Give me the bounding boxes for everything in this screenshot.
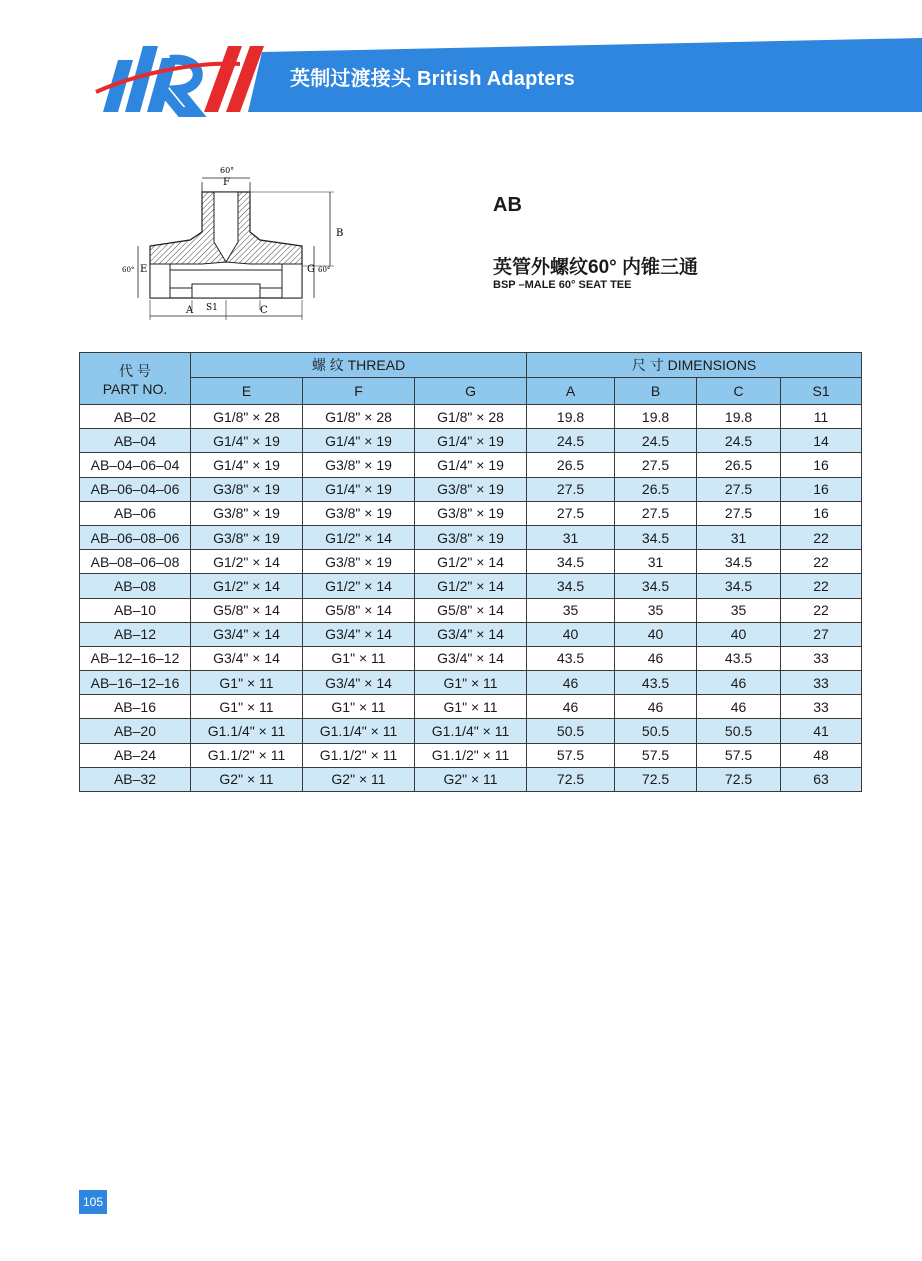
cell-thread-f: G1" × 11 (303, 695, 415, 719)
cell-thread-f: G1/2" × 14 (303, 574, 415, 598)
table-row (80, 453, 862, 477)
column-header-a: A (527, 378, 615, 405)
cell-part-no: AB–06–04–06 (80, 477, 191, 501)
cell-thread-f: G1/4" × 19 (303, 429, 415, 453)
cell-thread-e: G1/4" × 19 (191, 429, 303, 453)
tee-fitting-drawing (110, 160, 360, 330)
cell-dim-s1: 16 (781, 501, 862, 525)
table-row (80, 550, 862, 574)
cell-thread-g: G3/4" × 14 (415, 646, 527, 670)
cell-dim-s1: 27 (781, 622, 862, 646)
cell-thread-g: G1" × 11 (415, 671, 527, 695)
cell-part-no: AB–10 (80, 598, 191, 622)
cell-dim-s1: 48 (781, 743, 862, 767)
cell-dim-a: 35 (527, 598, 615, 622)
cell-dim-c: 34.5 (697, 574, 781, 598)
drawing-label-angle-right: 60° (318, 266, 331, 274)
table-row (80, 719, 862, 743)
cell-dim-b: 57.5 (615, 743, 697, 767)
cell-part-no: AB–04 (80, 429, 191, 453)
cell-thread-f: G2" × 11 (303, 767, 415, 791)
cell-part-no: AB–16 (80, 695, 191, 719)
cell-thread-e: G1/2" × 14 (191, 574, 303, 598)
table-row (80, 622, 862, 646)
cell-dim-b: 24.5 (615, 429, 697, 453)
cell-dim-c: 34.5 (697, 550, 781, 574)
cell-thread-f: G3/4" × 14 (303, 671, 415, 695)
table-row (80, 743, 862, 767)
table-row (80, 525, 862, 549)
cell-dim-a: 19.8 (527, 405, 615, 429)
cell-dim-a: 27.5 (527, 477, 615, 501)
cell-thread-g: G1/4" × 19 (415, 453, 527, 477)
cell-dim-c: 19.8 (697, 405, 781, 429)
cell-dim-s1: 22 (781, 550, 862, 574)
dimensions-header: 尺 寸 DIMENSIONS (527, 353, 862, 378)
cell-dim-b: 50.5 (615, 719, 697, 743)
column-header-f: F (303, 378, 415, 405)
cell-dim-s1: 11 (781, 405, 862, 429)
drawing-label-angle-top: 60° (220, 166, 235, 175)
part-no-header-en: PART NO. (102, 380, 168, 397)
table-row (80, 598, 862, 622)
cell-part-no: AB–04–06–04 (80, 453, 191, 477)
cell-thread-g: G1.1/4" × 11 (415, 719, 527, 743)
drawing-label-e: E (140, 264, 148, 275)
cell-dim-c: 40 (697, 622, 781, 646)
cell-dim-b: 34.5 (615, 574, 697, 598)
spec-table (79, 352, 862, 792)
drawing-label-b: B (336, 228, 344, 239)
page-number: 105 (79, 1190, 107, 1214)
product-name-cn: 英管外螺纹60° 内锥三通 (493, 257, 699, 278)
cell-thread-f: G3/8" × 19 (303, 453, 415, 477)
cell-part-no: AB–32 (80, 767, 191, 791)
cell-thread-g: G3/4" × 14 (415, 622, 527, 646)
cell-dim-a: 24.5 (527, 429, 615, 453)
cell-dim-a: 26.5 (527, 453, 615, 477)
cell-thread-e: G1/8" × 28 (191, 405, 303, 429)
cell-dim-a: 31 (527, 525, 615, 549)
table-row (80, 477, 862, 501)
cell-thread-e: G3/8" × 19 (191, 477, 303, 501)
cell-thread-f: G3/4" × 14 (303, 622, 415, 646)
cell-dim-a: 40 (527, 622, 615, 646)
cell-thread-f: G3/8" × 19 (303, 501, 415, 525)
column-header-b: B (615, 378, 697, 405)
column-header-g: G (415, 378, 527, 405)
cell-thread-g: G1" × 11 (415, 695, 527, 719)
cell-dim-b: 43.5 (615, 671, 697, 695)
cell-thread-e: G1/2" × 14 (191, 550, 303, 574)
column-header-c: C (697, 378, 781, 405)
table-row (80, 429, 862, 453)
cell-part-no: AB–12 (80, 622, 191, 646)
column-header-s1: S1 (781, 378, 862, 405)
cell-dim-b: 27.5 (615, 453, 697, 477)
cell-thread-e: G2" × 11 (191, 767, 303, 791)
table-row (80, 671, 862, 695)
cell-thread-e: G3/8" × 19 (191, 501, 303, 525)
cell-dim-c: 24.5 (697, 429, 781, 453)
cell-part-no: AB–06–08–06 (80, 525, 191, 549)
table-row (80, 574, 862, 598)
part-no-header (80, 353, 191, 405)
cell-thread-f: G1/2" × 14 (303, 525, 415, 549)
cell-thread-f: G1" × 11 (303, 646, 415, 670)
cell-dim-c: 35 (697, 598, 781, 622)
cell-thread-g: G1.1/2" × 11 (415, 743, 527, 767)
table-row (80, 501, 862, 525)
cell-thread-g: G5/8" × 14 (415, 598, 527, 622)
cell-thread-e: G1" × 11 (191, 671, 303, 695)
cell-thread-g: G3/8" × 19 (415, 501, 527, 525)
spec-table-body (80, 405, 862, 792)
cell-thread-e: G1.1/4" × 11 (191, 719, 303, 743)
cell-thread-f: G5/8" × 14 (303, 598, 415, 622)
cell-dim-c: 50.5 (697, 719, 781, 743)
cell-dim-a: 43.5 (527, 646, 615, 670)
cell-dim-c: 27.5 (697, 501, 781, 525)
cell-dim-a: 34.5 (527, 574, 615, 598)
cell-part-no: AB–08–06–08 (80, 550, 191, 574)
cell-dim-b: 35 (615, 598, 697, 622)
cell-dim-a: 46 (527, 671, 615, 695)
cell-dim-s1: 63 (781, 767, 862, 791)
cell-thread-e: G3/4" × 14 (191, 646, 303, 670)
cell-dim-s1: 41 (781, 719, 862, 743)
cell-part-no: AB–24 (80, 743, 191, 767)
cell-dim-s1: 22 (781, 598, 862, 622)
drawing-label-angle-left: 60° (122, 266, 135, 274)
table-row (80, 695, 862, 719)
table-row (80, 646, 862, 670)
cell-dim-a: 34.5 (527, 550, 615, 574)
drawing-label-c: C (260, 305, 268, 316)
cell-thread-e: G3/4" × 14 (191, 622, 303, 646)
cell-part-no: AB–20 (80, 719, 191, 743)
cell-dim-c: 26.5 (697, 453, 781, 477)
thread-header: 螺 纹 THREAD (191, 353, 527, 378)
column-header-e: E (191, 378, 303, 405)
cell-thread-g: G3/8" × 19 (415, 525, 527, 549)
cell-thread-f: G1/8" × 28 (303, 405, 415, 429)
drawing-label-f: F (223, 177, 230, 188)
cell-dim-b: 46 (615, 695, 697, 719)
cell-dim-c: 31 (697, 525, 781, 549)
cell-dim-a: 50.5 (527, 719, 615, 743)
table-row (80, 767, 862, 791)
cell-part-no: AB–16–12–16 (80, 671, 191, 695)
page-title: 英制过渡接头 British Adapters (290, 68, 576, 90)
cell-thread-g: G1/8" × 28 (415, 405, 527, 429)
cell-part-no: AB–02 (80, 405, 191, 429)
cell-dim-s1: 33 (781, 646, 862, 670)
cell-thread-g: G1/2" × 14 (415, 574, 527, 598)
cell-dim-c: 43.5 (697, 646, 781, 670)
cell-dim-s1: 16 (781, 477, 862, 501)
cell-dim-b: 72.5 (615, 767, 697, 791)
company-logo (96, 46, 264, 112)
drawing-label-s1: S1 (206, 303, 218, 313)
cell-dim-a: 46 (527, 695, 615, 719)
cell-thread-f: G3/8" × 19 (303, 550, 415, 574)
cell-dim-a: 27.5 (527, 501, 615, 525)
cell-thread-e: G3/8" × 19 (191, 525, 303, 549)
cell-thread-f: G1/4" × 19 (303, 477, 415, 501)
cell-dim-a: 57.5 (527, 743, 615, 767)
cell-dim-b: 26.5 (615, 477, 697, 501)
header-band (0, 0, 922, 120)
header-graphic (0, 0, 922, 120)
cell-dim-b: 34.5 (615, 525, 697, 549)
cell-dim-s1: 33 (781, 671, 862, 695)
part-no-header-cn: 代 号 (119, 362, 151, 379)
cell-dim-b: 27.5 (615, 501, 697, 525)
cell-part-no: AB–08 (80, 574, 191, 598)
cell-dim-b: 46 (615, 646, 697, 670)
cell-dim-s1: 22 (781, 525, 862, 549)
table-row (80, 405, 862, 429)
drawing-label-a: A (186, 305, 194, 316)
drawing-label-g: G (307, 264, 315, 275)
cell-dim-s1: 22 (781, 574, 862, 598)
product-code: AB (493, 194, 522, 216)
cell-thread-e: G1/4" × 19 (191, 453, 303, 477)
cell-thread-e: G5/8" × 14 (191, 598, 303, 622)
cell-thread-g: G1/4" × 19 (415, 429, 527, 453)
cell-dim-c: 72.5 (697, 767, 781, 791)
cell-dim-b: 31 (615, 550, 697, 574)
cell-thread-f: G1.1/4" × 11 (303, 719, 415, 743)
cell-dim-b: 40 (615, 622, 697, 646)
cell-part-no: AB–06 (80, 501, 191, 525)
cell-thread-e: G1" × 11 (191, 695, 303, 719)
cell-thread-e: G1.1/2" × 11 (191, 743, 303, 767)
cell-part-no: AB–12–16–12 (80, 646, 191, 670)
cell-thread-g: G3/8" × 19 (415, 477, 527, 501)
cell-dim-b: 19.8 (615, 405, 697, 429)
product-name-en: BSP –MALE 60° SEAT TEE (493, 279, 632, 291)
cell-dim-a: 72.5 (527, 767, 615, 791)
cell-thread-f: G1.1/2" × 11 (303, 743, 415, 767)
cell-dim-c: 46 (697, 695, 781, 719)
cell-dim-c: 46 (697, 671, 781, 695)
cell-thread-g: G2" × 11 (415, 767, 527, 791)
cell-dim-s1: 16 (781, 453, 862, 477)
cell-dim-s1: 33 (781, 695, 862, 719)
cell-dim-s1: 14 (781, 429, 862, 453)
cell-dim-c: 57.5 (697, 743, 781, 767)
cell-thread-g: G1/2" × 14 (415, 550, 527, 574)
cell-dim-c: 27.5 (697, 477, 781, 501)
